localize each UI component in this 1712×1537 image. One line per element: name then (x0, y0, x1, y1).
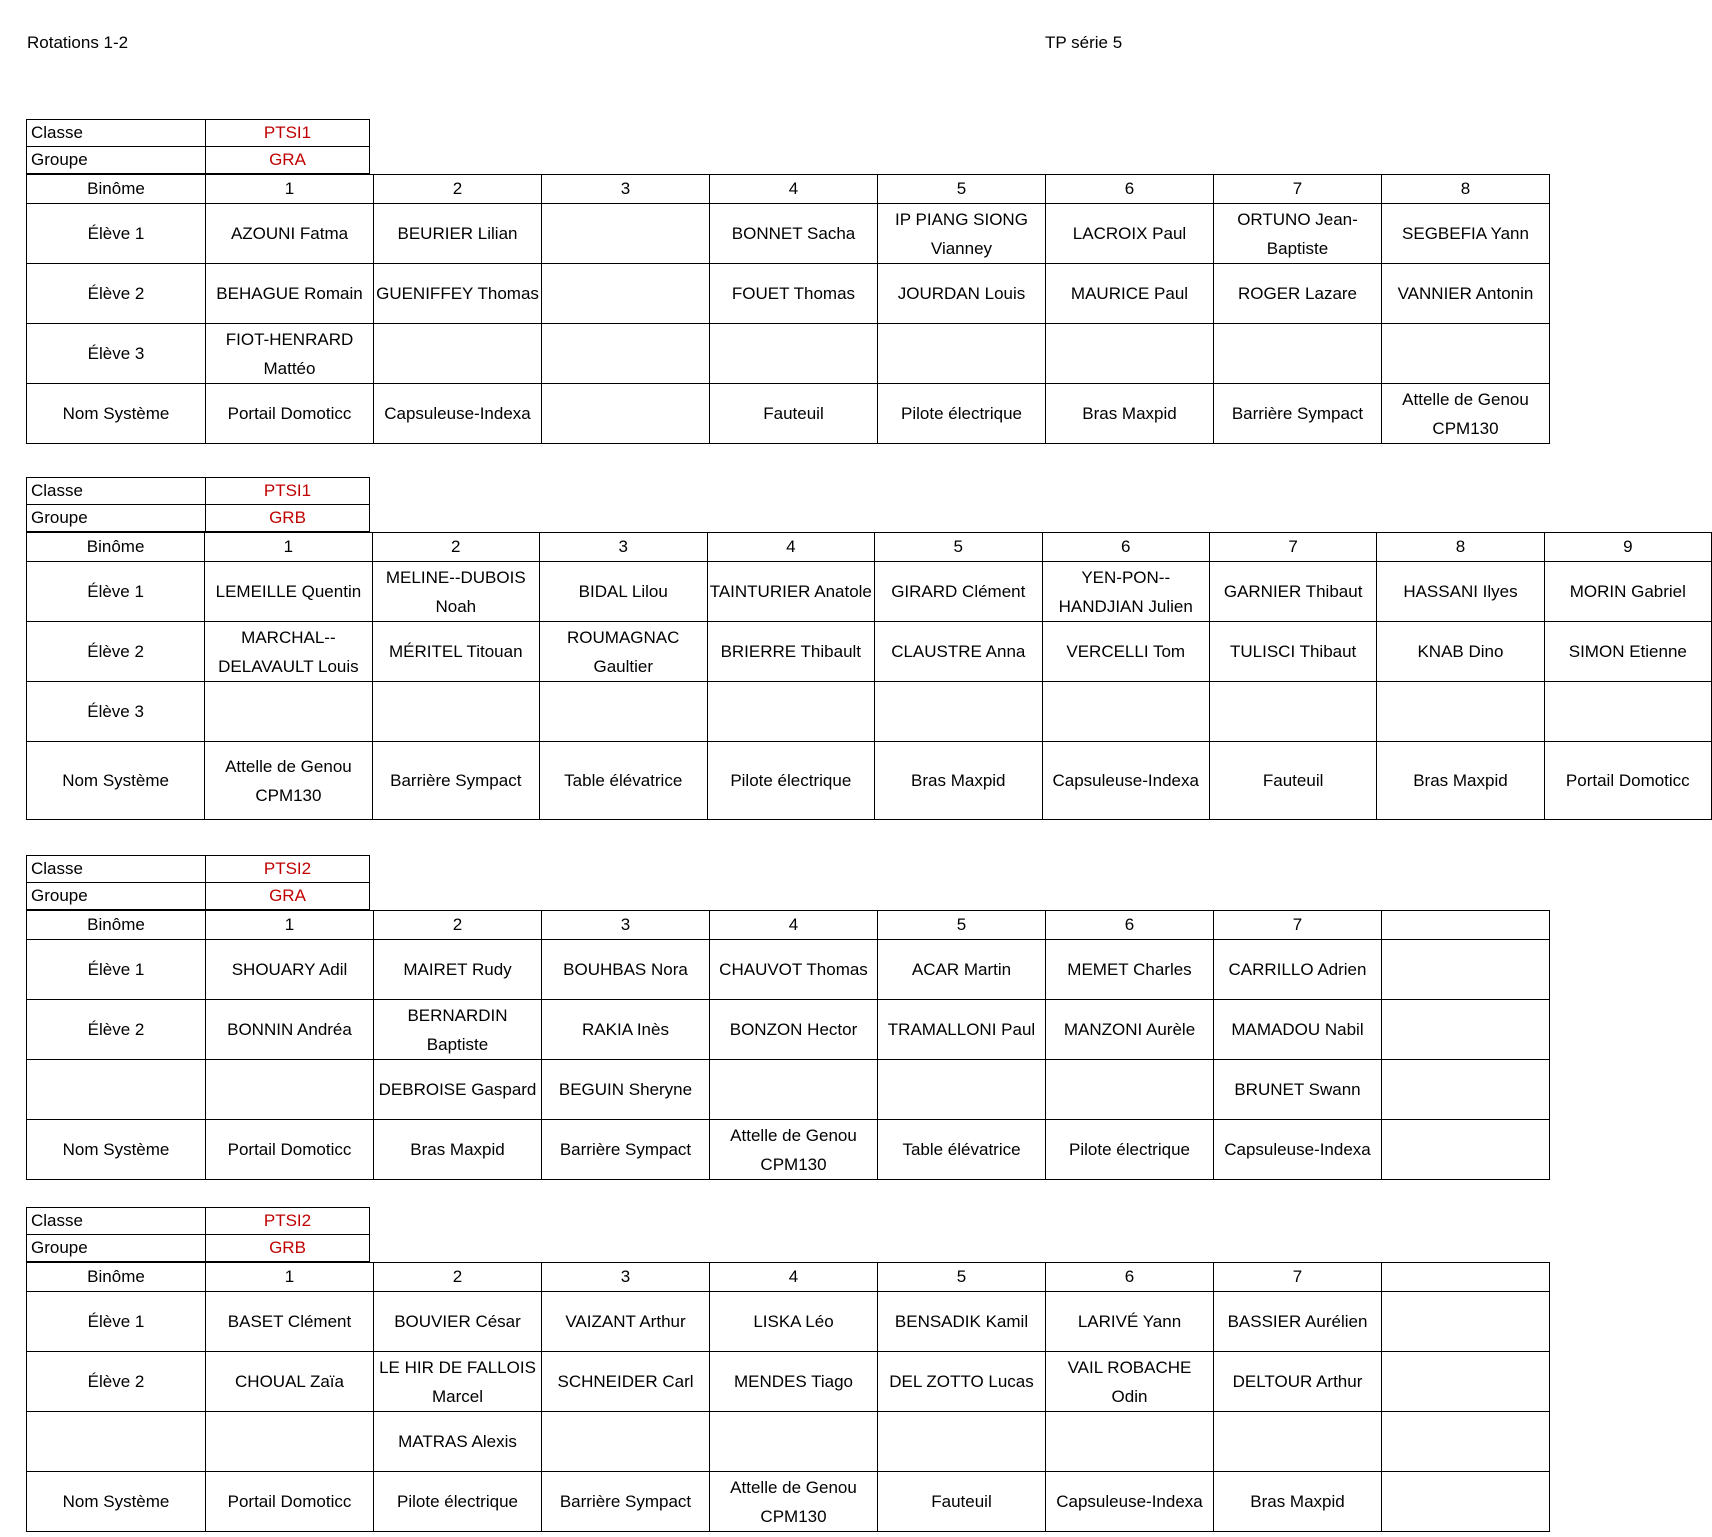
eleve1-cell: SEGBEFIA Yann (1382, 204, 1550, 264)
eleve2-cell: CLAUSTRE Anna (875, 622, 1042, 682)
eleve3-cell (710, 1412, 878, 1472)
binome-number: 3 (539, 533, 707, 562)
system-cell: Fauteuil (1209, 742, 1376, 820)
binome-number: 8 (1382, 175, 1550, 204)
eleve1-cell: LEMEILLE Quentin (205, 562, 372, 622)
eleve2-cell: SCHNEIDER Carl (542, 1352, 710, 1412)
class-label: Classe (27, 120, 206, 147)
system-cell: Portail Domoticc (206, 1120, 374, 1180)
group-row (27, 1235, 370, 1262)
binome-table (26, 532, 1712, 820)
group-row (27, 883, 370, 910)
class-value: PTSI1 (206, 478, 370, 505)
eleve2-cell (1382, 1000, 1550, 1060)
eleve3-cell (1382, 1412, 1550, 1472)
system-cell: Table élévatrice (539, 742, 707, 820)
numbers-row (27, 175, 1550, 204)
eleve1-cell: IP PIANG SIONG Vianney (878, 204, 1046, 264)
eleve2-cell: MAMADOU Nabil (1214, 1000, 1382, 1060)
eleve3-row (27, 1412, 1550, 1472)
group-label: Groupe (27, 505, 206, 532)
eleve2-cell: SIMON Etienne (1544, 622, 1711, 682)
eleve2-cell: MÉRITEL Titouan (372, 622, 539, 682)
eleve3-cell (875, 682, 1042, 742)
row-label: Binôme (27, 533, 205, 562)
eleve1-cell: LACROIX Paul (1046, 204, 1214, 264)
eleve1-cell (542, 204, 710, 264)
binome-number: 2 (372, 533, 539, 562)
eleve1-cell: TAINTURIER Anatole (707, 562, 875, 622)
row-label: Nom Système (27, 384, 206, 444)
sheet-title: Rotations 1-2 (27, 33, 129, 52)
system-cell: Barrière Sympact (372, 742, 539, 820)
system-cell: Bras Maxpid (1377, 742, 1544, 820)
eleve3-cell: BEGUIN Sheryne (542, 1060, 710, 1120)
row-label: Binôme (27, 911, 206, 940)
system-cell: Attelle de Genou CPM130 (1382, 384, 1550, 444)
eleve2-cell: MARCHAL--DELAVAULT Louis (205, 622, 372, 682)
group-info-table (26, 119, 370, 174)
eleve2-cell: DELTOUR Arthur (1214, 1352, 1382, 1412)
system-cell (542, 384, 710, 444)
row-label: Élève 1 (27, 562, 205, 622)
eleve1-cell: BASSIER Aurélien (1214, 1292, 1382, 1352)
eleve2-row (27, 1000, 1550, 1060)
eleve1-cell: ORTUNO Jean-Baptiste (1214, 204, 1382, 264)
row-label: Élève 2 (27, 264, 206, 324)
binome-number: 1 (206, 911, 374, 940)
binome-number: 7 (1209, 533, 1376, 562)
eleve1-cell (1382, 940, 1550, 1000)
row-label: Élève 1 (27, 940, 206, 1000)
class-value: PTSI2 (206, 856, 370, 883)
systeme-row (27, 1472, 1550, 1532)
system-cell: Pilote électrique (707, 742, 875, 820)
system-cell: Bras Maxpid (1046, 384, 1214, 444)
system-cell: Bras Maxpid (374, 1120, 542, 1180)
eleve2-cell: BERNARDIN Baptiste (374, 1000, 542, 1060)
eleve3-cell (1046, 1060, 1214, 1120)
eleve1-row (27, 562, 1712, 622)
eleve1-cell: BONNET Sacha (710, 204, 878, 264)
system-cell: Portail Domoticc (206, 384, 374, 444)
system-cell: Fauteuil (710, 384, 878, 444)
system-cell: Capsuleuse-Indexa (374, 384, 542, 444)
binome-number: 4 (710, 1263, 878, 1292)
binome-number: 8 (1377, 533, 1544, 562)
group-value: GRA (206, 147, 370, 174)
row-label: Élève 3 (27, 682, 205, 742)
group-info-table (26, 1207, 370, 1262)
row-label (27, 1060, 206, 1120)
row-label: Nom Système (27, 742, 205, 820)
eleve2-cell: JOURDAN Louis (878, 264, 1046, 324)
system-cell: Pilote électrique (1046, 1120, 1214, 1180)
eleve2-cell: DEL ZOTTO Lucas (878, 1352, 1046, 1412)
row-label: Élève 1 (27, 1292, 206, 1352)
sheet-subtitle: TP série 5 (1045, 33, 1123, 52)
eleve2-row (27, 1352, 1550, 1412)
system-cell: Pilote électrique (878, 384, 1046, 444)
class-row (27, 120, 370, 147)
eleve1-cell: AZOUNI Fatma (206, 204, 374, 264)
numbers-row (27, 1263, 1550, 1292)
row-label: Élève 1 (27, 204, 206, 264)
eleve1-cell: ACAR Martin (878, 940, 1046, 1000)
eleve2-cell: GUENIFFEY Thomas (374, 264, 542, 324)
class-row (27, 1208, 370, 1235)
eleve2-cell (542, 264, 710, 324)
eleve3-cell (878, 1060, 1046, 1120)
eleve3-cell (1046, 324, 1214, 384)
eleve3-row (27, 682, 1712, 742)
eleve1-cell: LISKA Léo (710, 1292, 878, 1352)
eleve1-cell (1382, 1292, 1550, 1352)
eleve2-cell: BRIERRE Thibault (707, 622, 875, 682)
eleve2-cell: BONNIN Andréa (206, 1000, 374, 1060)
binome-number: 5 (875, 533, 1042, 562)
group-label: Groupe (27, 1235, 206, 1262)
eleve3-cell (542, 1412, 710, 1472)
eleve3-cell (1377, 682, 1544, 742)
system-cell: Pilote électrique (374, 1472, 542, 1532)
system-cell: Bras Maxpid (875, 742, 1042, 820)
row-label: Élève 2 (27, 622, 205, 682)
group-block (26, 855, 1550, 1180)
binome-number: 4 (710, 911, 878, 940)
binome-number: 6 (1042, 533, 1209, 562)
eleve1-cell: CARRILLO Adrien (1214, 940, 1382, 1000)
binome-number: 7 (1214, 911, 1382, 940)
group-info-table (26, 855, 370, 910)
systeme-row (27, 1120, 1550, 1180)
class-value: PTSI1 (206, 120, 370, 147)
eleve1-cell: BEURIER Lilian (374, 204, 542, 264)
eleve1-cell: BOUHBAS Nora (542, 940, 710, 1000)
eleve3-cell (707, 682, 875, 742)
eleve2-cell: MENDES Tiago (710, 1352, 878, 1412)
binome-number: 4 (707, 533, 875, 562)
eleve3-cell (206, 1412, 374, 1472)
class-label: Classe (27, 856, 206, 883)
eleve2-cell: BEHAGUE Romain (206, 264, 374, 324)
eleve1-cell: MAIRET Rudy (374, 940, 542, 1000)
group-value: GRB (206, 1235, 370, 1262)
eleve1-cell: BIDAL Lilou (539, 562, 707, 622)
numbers-row (27, 911, 1550, 940)
binome-number (1382, 911, 1550, 940)
eleve3-cell (205, 682, 372, 742)
binome-number: 1 (205, 533, 372, 562)
eleve2-cell: RAKIA Inès (542, 1000, 710, 1060)
eleve3-cell (539, 682, 707, 742)
binome-number: 3 (542, 1263, 710, 1292)
eleve3-cell (1046, 1412, 1214, 1472)
group-label: Groupe (27, 883, 206, 910)
eleve2-cell: VANNIER Antonin (1382, 264, 1550, 324)
binome-number (1382, 1263, 1550, 1292)
eleve2-cell: FOUET Thomas (710, 264, 878, 324)
binome-number: 1 (206, 175, 374, 204)
eleve2-row (27, 264, 1550, 324)
eleve3-row (27, 1060, 1550, 1120)
eleve3-cell (1382, 324, 1550, 384)
eleve3-cell (542, 324, 710, 384)
system-cell: Capsuleuse-Indexa (1042, 742, 1209, 820)
systeme-row (27, 384, 1550, 444)
group-row (27, 147, 370, 174)
system-cell: Attelle de Genou CPM130 (710, 1472, 878, 1532)
binome-number: 2 (374, 175, 542, 204)
binome-number: 5 (878, 911, 1046, 940)
system-cell: Barrière Sympact (542, 1472, 710, 1532)
eleve1-cell: MEMET Charles (1046, 940, 1214, 1000)
eleve1-row (27, 204, 1550, 264)
eleve3-cell (1209, 682, 1376, 742)
class-row (27, 856, 370, 883)
eleve3-cell: DEBROISE Gaspard (374, 1060, 542, 1120)
eleve2-cell: ROGER Lazare (1214, 264, 1382, 324)
group-label: Groupe (27, 147, 206, 174)
eleve1-cell: GIRARD Clément (875, 562, 1042, 622)
eleve3-cell (878, 324, 1046, 384)
eleve1-cell: HASSANI Ilyes (1377, 562, 1544, 622)
eleve2-cell: LE HIR DE FALLOIS Marcel (374, 1352, 542, 1412)
system-cell: Portail Domoticc (206, 1472, 374, 1532)
row-label: Nom Système (27, 1120, 206, 1180)
group-block (26, 119, 1550, 444)
binome-table (26, 910, 1550, 1180)
eleve2-cell: VAIL ROBACHE Odin (1046, 1352, 1214, 1412)
eleve1-cell: MORIN Gabriel (1544, 562, 1711, 622)
eleve3-cell (710, 324, 878, 384)
row-label: Élève 3 (27, 324, 206, 384)
eleve1-cell: BASET Clément (206, 1292, 374, 1352)
system-cell: Attelle de Genou CPM130 (205, 742, 372, 820)
eleve3-cell: BRUNET Swann (1214, 1060, 1382, 1120)
row-label: Binôme (27, 175, 206, 204)
row-label: Élève 2 (27, 1000, 206, 1060)
binome-number: 4 (710, 175, 878, 204)
system-cell: Fauteuil (878, 1472, 1046, 1532)
eleve2-cell: TRAMALLONI Paul (878, 1000, 1046, 1060)
eleve1-cell: BENSADIK Kamil (878, 1292, 1046, 1352)
eleve3-cell (1544, 682, 1711, 742)
eleve3-cell (374, 324, 542, 384)
system-cell: Table élévatrice (878, 1120, 1046, 1180)
eleve2-cell: BONZON Hector (710, 1000, 878, 1060)
eleve1-row (27, 940, 1550, 1000)
eleve1-cell: VAIZANT Arthur (542, 1292, 710, 1352)
eleve3-row (27, 324, 1550, 384)
row-label (27, 1412, 206, 1472)
system-cell (1382, 1472, 1550, 1532)
eleve2-cell: TULISCI Thibaut (1209, 622, 1376, 682)
eleve2-cell (1382, 1352, 1550, 1412)
binome-number: 7 (1214, 1263, 1382, 1292)
binome-number: 1 (206, 1263, 374, 1292)
binome-number: 6 (1046, 175, 1214, 204)
eleve1-cell: GARNIER Thibaut (1209, 562, 1376, 622)
row-label: Élève 2 (27, 1352, 206, 1412)
binome-number: 9 (1544, 533, 1711, 562)
eleve3-cell (206, 1060, 374, 1120)
system-cell: Barrière Sympact (1214, 384, 1382, 444)
binome-number: 2 (374, 911, 542, 940)
system-cell: Bras Maxpid (1214, 1472, 1382, 1532)
group-row (27, 505, 370, 532)
group-value: GRA (206, 883, 370, 910)
eleve3-cell (1214, 324, 1382, 384)
binome-number: 6 (1046, 1263, 1214, 1292)
class-value: PTSI2 (206, 1208, 370, 1235)
eleve3-cell (1042, 682, 1209, 742)
group-block (26, 477, 1712, 820)
system-cell: Capsuleuse-Indexa (1046, 1472, 1214, 1532)
eleve2-cell: KNAB Dino (1377, 622, 1544, 682)
eleve3-cell: FIOT-HENRARD Mattéo (206, 324, 374, 384)
eleve2-row (27, 622, 1712, 682)
eleve1-cell: LARIVÉ Yann (1046, 1292, 1214, 1352)
numbers-row (27, 533, 1712, 562)
class-label: Classe (27, 478, 206, 505)
binome-number: 6 (1046, 911, 1214, 940)
eleve2-cell: MAURICE Paul (1046, 264, 1214, 324)
binome-number: 3 (542, 175, 710, 204)
class-label: Classe (27, 1208, 206, 1235)
system-cell (1382, 1120, 1550, 1180)
class-row (27, 478, 370, 505)
row-label: Binôme (27, 1263, 206, 1292)
system-cell: Barrière Sympact (542, 1120, 710, 1180)
row-label: Nom Système (27, 1472, 206, 1532)
eleve3-cell (878, 1412, 1046, 1472)
eleve1-cell: YEN-PON--HANDJIAN Julien (1042, 562, 1209, 622)
eleve1-row (27, 1292, 1550, 1352)
eleve2-cell: ROUMAGNAC Gaultier (539, 622, 707, 682)
group-info-table (26, 477, 370, 532)
binome-table (26, 1262, 1550, 1532)
system-cell: Portail Domoticc (1544, 742, 1711, 820)
binome-number: 3 (542, 911, 710, 940)
binome-number: 5 (878, 1263, 1046, 1292)
group-value: GRB (206, 505, 370, 532)
binome-number: 5 (878, 175, 1046, 204)
eleve2-cell: VERCELLI Tom (1042, 622, 1209, 682)
eleve3-cell: MATRAS Alexis (374, 1412, 542, 1472)
systeme-row (27, 742, 1712, 820)
binome-number: 7 (1214, 175, 1382, 204)
eleve3-cell (710, 1060, 878, 1120)
eleve3-cell (1214, 1412, 1382, 1472)
binome-table (26, 174, 1550, 444)
eleve3-cell (1382, 1060, 1550, 1120)
group-block (26, 1207, 1550, 1532)
eleve1-cell: CHAUVOT Thomas (710, 940, 878, 1000)
binome-number: 2 (374, 1263, 542, 1292)
system-cell: Capsuleuse-Indexa (1214, 1120, 1382, 1180)
eleve1-cell: SHOUARY Adil (206, 940, 374, 1000)
system-cell: Attelle de Genou CPM130 (710, 1120, 878, 1180)
eleve2-cell: MANZONI Aurèle (1046, 1000, 1214, 1060)
eleve3-cell (372, 682, 539, 742)
eleve1-cell: BOUVIER César (374, 1292, 542, 1352)
eleve1-cell: MELINE--DUBOIS Noah (372, 562, 539, 622)
eleve2-cell: CHOUAL Zaïa (206, 1352, 374, 1412)
